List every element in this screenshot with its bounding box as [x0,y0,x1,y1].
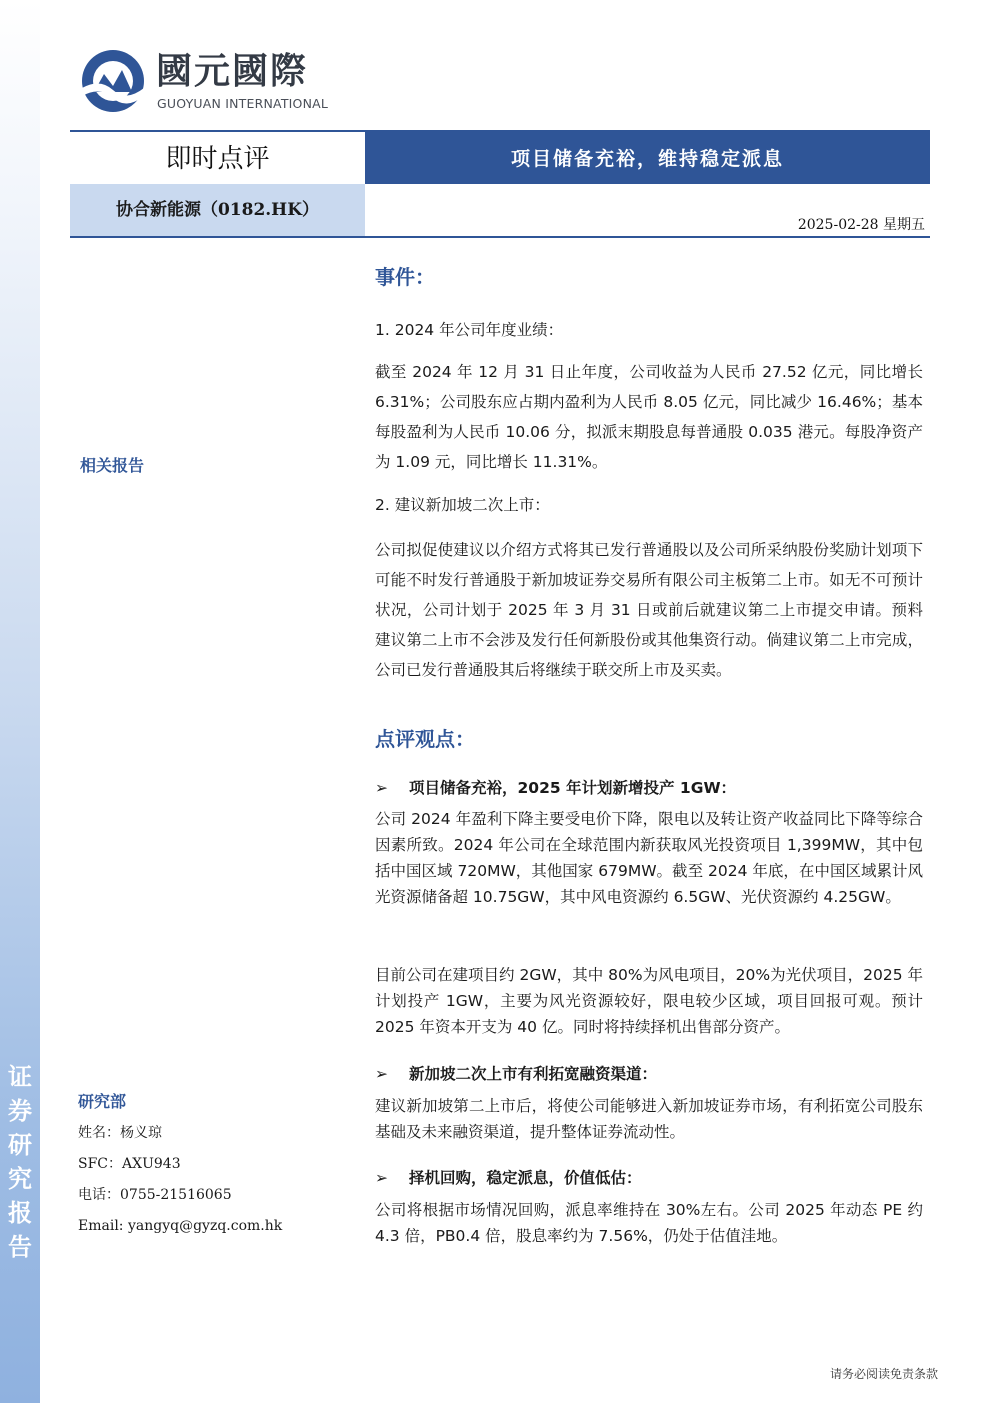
report-type: 即时点评 [165,144,270,174]
point1-heading-text: 项目储备充裕，2025 年计划新增投产 1GW： [409,779,737,797]
point3-paragraph1: 公司将根据市场情况回购，派息率维持在 30%左右。公司 2025 年动态 PE 约 4.3 倍，PB0.4 倍，股息率约为 7.56%，仍处于估值洼地。 [375,1201,923,1245]
point2-heading [375,1062,923,1086]
analyst-email[interactable]: Email: yangyq@gyzq.com.hk [78,1218,283,1234]
headline: 项目储备充裕，维持稳定派息 [510,148,784,170]
side-banner-char: 券 [8,1096,32,1125]
research-dept-title: 研究部 [78,1092,127,1111]
point2-heading-text: 新加坡二次上市有利拓宽融资渠道： [409,1065,658,1083]
event-item1-title: 1. 2024 年公司年度业绩： [375,321,564,339]
related-reports-title: 相关报告 [80,456,145,475]
header-bottom-rule [70,236,930,238]
side-banner-char: 研 [8,1130,32,1159]
event-item1-body: 截至 2024 年 12 月 31 日止年度，公司收益为人民币 27.52 亿元，同比增长 6.31%；公司股东应占期内盈利为人民币 8.05 亿元，同比减少 16.46%；基本每股盈利为人民币 10.06 分，拟派末期股息每普通股 0.035 港元。每股净资产为 1.09 元，同比增长 11.31%。 [375,363,923,471]
guoyuan-logo-icon [80,48,146,114]
side-banner-char: 告 [8,1232,32,1261]
disclaimer-link[interactable]: 请务必阅读免责条款 [829,1367,938,1381]
events-title: 事件： [375,265,435,289]
point2-paragraph1: 建议新加坡第二上市后，将使公司能够进入新加坡证券市场，有利拓宽公司股东基础及未来融资渠道，提升整体证券流动性。 [375,1097,923,1141]
side-banner [4,1060,36,1264]
company-name: 协合新能源（0182.HK） [115,200,320,220]
point3-heading [375,1166,923,1190]
analyst-name: 姓名：杨义琼 [78,1125,162,1141]
side-banner-char: 报 [8,1198,32,1227]
brand-name-cn: 國元國際 [156,51,309,92]
report-date: 2025-02-28 星期五 [797,217,925,233]
analyst-sfc: SFC：AXU943 [78,1156,181,1172]
point1-heading [375,776,923,800]
arrow-bullet-icon: ➢ [375,1169,388,1187]
commentary-title: 点评观点： [375,727,475,751]
side-banner-char: 证 [8,1062,32,1091]
side-banner-char: 究 [8,1164,32,1193]
point1-paragraph1: 公司 2024 年盈利下降主要受电价下降，限电以及转让资产收益同比下降等综合因素所致。2024 年公司在全球范围内新获取风光投资项目 1,399MW，其中包括中国区域 720MW，其他国家 679MW。截至 2024 年底，在中国区域累计风光资源储备超 10.75GW，其中风电资源约 6.5GW、光伏资源约 4.25GW。 [375,810,923,906]
brand-name-en: GUOYUAN INTERNATIONAL [157,96,329,111]
arrow-bullet-icon: ➢ [375,779,388,797]
arrow-bullet-icon: ➢ [375,1065,388,1083]
point1-paragraph2: 目前公司在建项目约 2GW，其中 80%为风电项目，20%为光伏项目，2025 年计划投产 1GW，主要为风光资源较好，限电较少区域，项目回报可观。预计 2025 年资本开支为 40 亿。同时将持续择机出售部分资产。 [375,966,923,1036]
event-item2-body: 公司拟促使建议以介绍方式将其已发行普通股以及公司所采纳股份奖励计划项下可能不时发行普通股于新加坡证券交易所有限公司主板第二上市。如无不可预计状况，公司计划于 2025 年 3 月 31 日或前后就建议第二上市提交申请。预料建议第二上市不会涉及发行任何新股份或其他集资行动。倘建议第二上市完成，公司已发行普通股其后将继续于联交所上市及买卖。 [375,541,923,679]
event-item2-title: 2. 建议新加坡二次上市： [375,496,550,514]
analyst-phone: 电话：0755-21516065 [78,1187,232,1203]
point3-heading-text: 择机回购，稳定派息，价值低估： [409,1169,642,1187]
